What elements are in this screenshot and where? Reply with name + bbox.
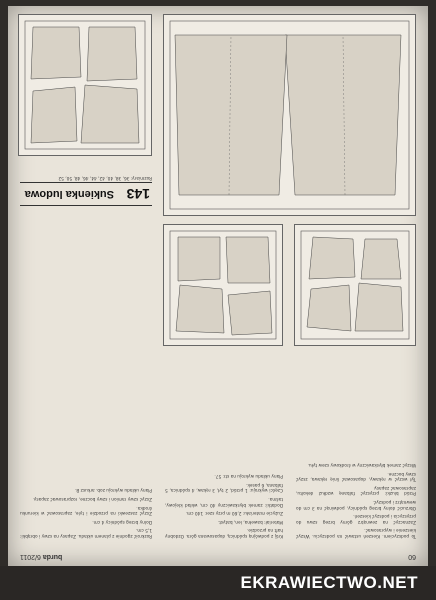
paragraph: Dolny brzeg spódnicy 4 cm. [92, 518, 152, 524]
pattern-layout-diagram [163, 224, 283, 346]
text-column-right [20, 484, 152, 538]
paragraph: Zszyć szwy ramion i szwy boczne, rozprasować zapasy. [33, 496, 152, 502]
layout-diagram-svg [295, 225, 415, 345]
layout-diagram-svg [164, 225, 282, 345]
paragraph: Wszyć zamek błyskawiczny w środkowy szew tyłu. [307, 462, 416, 468]
pattern-title: Sukienka ludowa [24, 188, 114, 200]
skirt-diagram-svg [164, 15, 415, 215]
issue-number: 6/2011 [20, 553, 41, 560]
skirt-pattern-diagram [163, 14, 416, 216]
sizes-text: Rozmiary: 36, 38, 40, 42, 44, 46, 48, 50, 52 [58, 175, 152, 180]
text-column-middle [165, 470, 283, 538]
paragraph: Tył wszyć w rękawy, dopasować linię rękawa, zszyć szwy boczne. [296, 470, 416, 482]
sizes-line [20, 171, 152, 180]
watermark-text: EKRAWIECTWO.NET [240, 573, 418, 592]
layout-diagram-svg [19, 15, 151, 155]
page-header [20, 546, 416, 560]
paragraph: Rozkroić zgodnie z planem układu. Zapasy na szwy i obrąbki: 1,5 cm. [20, 527, 152, 538]
paragraph: Zszyć zaszewki na przodzie i tyle, zaprasować w kierunku środka. [20, 504, 152, 516]
text-column-left [296, 458, 416, 538]
magazine-page [8, 6, 428, 566]
paragraph: Krój z podwójną spódnicą, dopasowana góra. Ozdobny haft na przodzie. [165, 527, 283, 538]
paragraph: To podszyciem. Kieszeń ustawić na podszyciu. Wszyć kieszenie i wyprasować. [296, 527, 416, 538]
page-number: 60 [408, 553, 416, 560]
paragraph: Przód bluzki: przyszyć falbanę wzdłuż dekoltu, zaprasować zapasy. [296, 484, 416, 496]
paragraph: Zużycie materiału: 2,60 m przy szer. 140 cm. [185, 510, 283, 516]
pattern-number: 143 [126, 186, 150, 202]
paragraph: Obrzucić dolny brzeg spódnicy, podwinąć na 3 cm do wewnątrz i podszyć. [296, 499, 416, 510]
watermark-bar [0, 566, 436, 600]
pattern-title-block [20, 182, 152, 206]
paragraph: Zaznaczyć na zewnątrz górny brzeg szwu do przyszycia i podszyć kieszeń. [296, 513, 416, 524]
paragraph: Części wykroju: 1 przód, 2 tył, 3 rękaw, 4 spódnica, 5 falbana, 6 pasek. [165, 481, 283, 493]
pattern-layout-diagram [294, 224, 416, 346]
paragraph: Materiał: bawełna, len, batyst. [217, 518, 283, 524]
pattern-layout-diagram [18, 14, 152, 156]
magazine-name: burda [42, 553, 63, 560]
paragraph: Plany układu wykroju na str. 57. [214, 473, 283, 479]
paragraph: Plany układu wykroju zob. arkusz B. [74, 487, 152, 493]
paragraph: Dodatki: zamek błyskawiczny 40 cm, wkład klejowy, taśma. [165, 496, 283, 507]
